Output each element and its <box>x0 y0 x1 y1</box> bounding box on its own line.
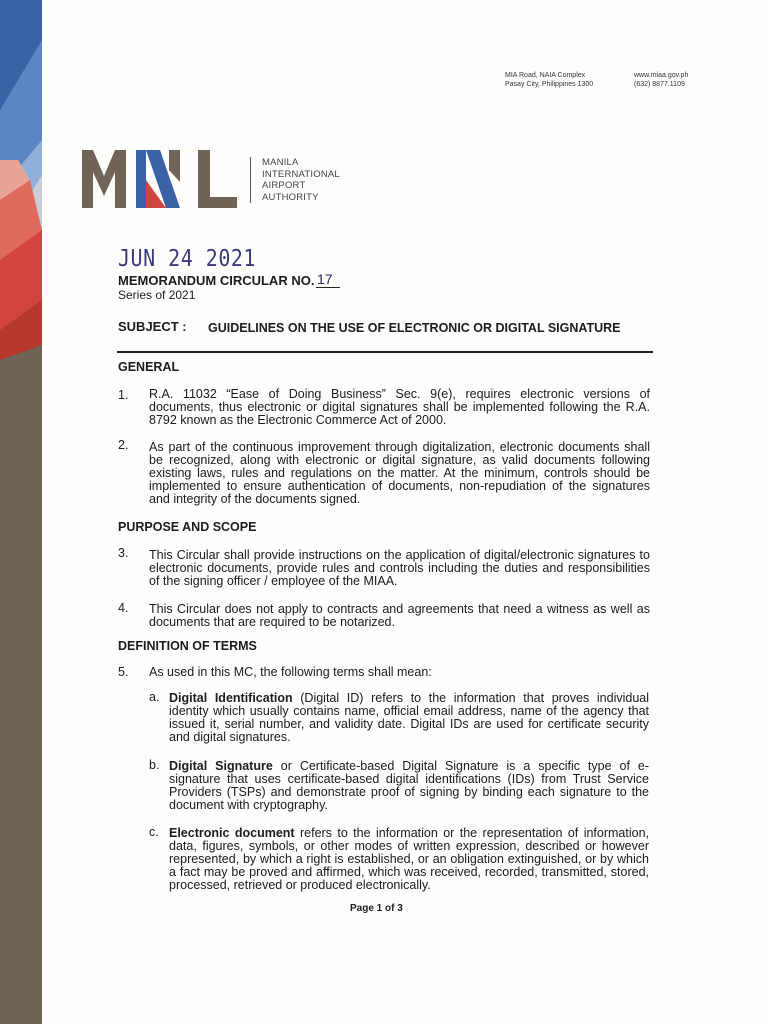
decorative-side-stripe <box>0 0 42 1024</box>
memo-number: 17 <box>317 271 333 287</box>
address-block <box>505 71 593 89</box>
section-heading-definitions: DEFINITION OF TERMS <box>118 639 257 653</box>
phone-number: (632) 8877.1109 <box>634 81 685 88</box>
term-letter: c. <box>149 825 159 839</box>
logo-line-airport: AIRPORT <box>262 180 306 191</box>
section-heading-general: GENERAL <box>118 360 180 374</box>
logo-line-authority: AUTHORITY <box>262 191 319 203</box>
term-definition: (Digital ID) refers to the information that proves individual identity which usually contains name, official email address, name of the agency that issued it, serial number, and validity date. Digital IDs are used for certificate security and digital signatures. <box>169 691 650 744</box>
logo-line-manila: MANILA <box>262 157 299 168</box>
term-name: Digital Identification <box>169 691 293 705</box>
logo-agency-name <box>262 157 340 203</box>
mnl-logo <box>82 150 242 208</box>
memo-label: MEMORANDUM CIRCULAR NO. <box>118 273 315 288</box>
term-definition: or Certificate-based Digital Signature is a specific type of e-signature that uses certificate-based digital identifications (IDs) from Trust Service Providers (TSPs) and demonstrate proof of signing by binding each signature to the document with cryptography. <box>169 759 649 812</box>
contact-block <box>634 71 688 89</box>
address-line-1: MIA Road, NAIA Complex <box>505 72 586 79</box>
term-letter: b. <box>149 758 160 772</box>
term-name: Digital Signature <box>169 759 273 773</box>
address-line-2: Pasay City, Philippines 1300 <box>505 81 594 88</box>
subject-label: SUBJECT : <box>118 319 187 334</box>
term-letter: a. <box>149 690 160 704</box>
section-heading-purpose: PURPOSE AND SCOPE <box>118 520 257 534</box>
paragraph-number: 2. <box>118 438 129 452</box>
paragraph-number: 1. <box>118 388 129 402</box>
paragraph-3: This Circular shall provide instructions on the application of digital/electronic signatures to electronic documents, provide rules and controls including the duties and responsibilities of the signing officer / employee of the MIAA. <box>149 548 650 588</box>
paragraph-5: As used in this MC, the following terms shall mean: <box>149 665 432 679</box>
memo-number-underline <box>316 287 340 288</box>
paragraph-2: As part of the continuous improvement through digitalization, electronic documents shall be recognized, along with electronic or digital signature, as valid documents following existing laws, rules and regulations on the matter. At the minimum, controls should be implemented to ensure authentication of documents, non-repudiation of the signatures and integrity of the documents signed. <box>149 440 650 506</box>
memo-series: Series of 2021 <box>118 288 196 302</box>
subject-divider <box>117 351 653 353</box>
term-a <box>169 692 649 744</box>
term-c <box>169 827 649 892</box>
term-b <box>169 760 649 812</box>
paragraph-number: 3. <box>118 546 129 560</box>
date-stamp: JUN 24 2021 <box>118 244 256 272</box>
page-number: Page 1 of 3 <box>350 903 403 914</box>
subject-text: GUIDELINES ON THE USE OF ELECTRONIC OR DIGITAL SIGNATURE <box>208 321 621 335</box>
paragraph-number: 4. <box>118 601 129 615</box>
paragraph-4: This Circular does not apply to contracts and agreements that need a witness as well as documents that are required to be notarized. <box>149 602 650 629</box>
logo-line-international: INTERNATIONAL <box>262 168 340 180</box>
logo-divider <box>250 157 251 203</box>
term-definition: refers to the information or the representation of information, data, figures, symbols, or other modes of written expression, described or however represented, by which a right is established, or an obligation extinguished, or by which a fact may be proved and affirmed, which was received, recorded, transmitted, stored, processed, retrieved or produced electronically. <box>169 826 649 892</box>
paragraph-1: R.A. 11032 “Ease of Doing Business” Sec. 9(e), requires electronic versions of documents, thus electronic or digital signatures shall be implemented following the R.A. 8792 known as the Electronic Commerce Act of 2000. <box>149 387 650 427</box>
website-link[interactable]: www.miaa.gov.ph <box>634 72 689 79</box>
term-name: Electronic document <box>169 826 295 840</box>
paragraph-number: 5. <box>118 665 129 679</box>
